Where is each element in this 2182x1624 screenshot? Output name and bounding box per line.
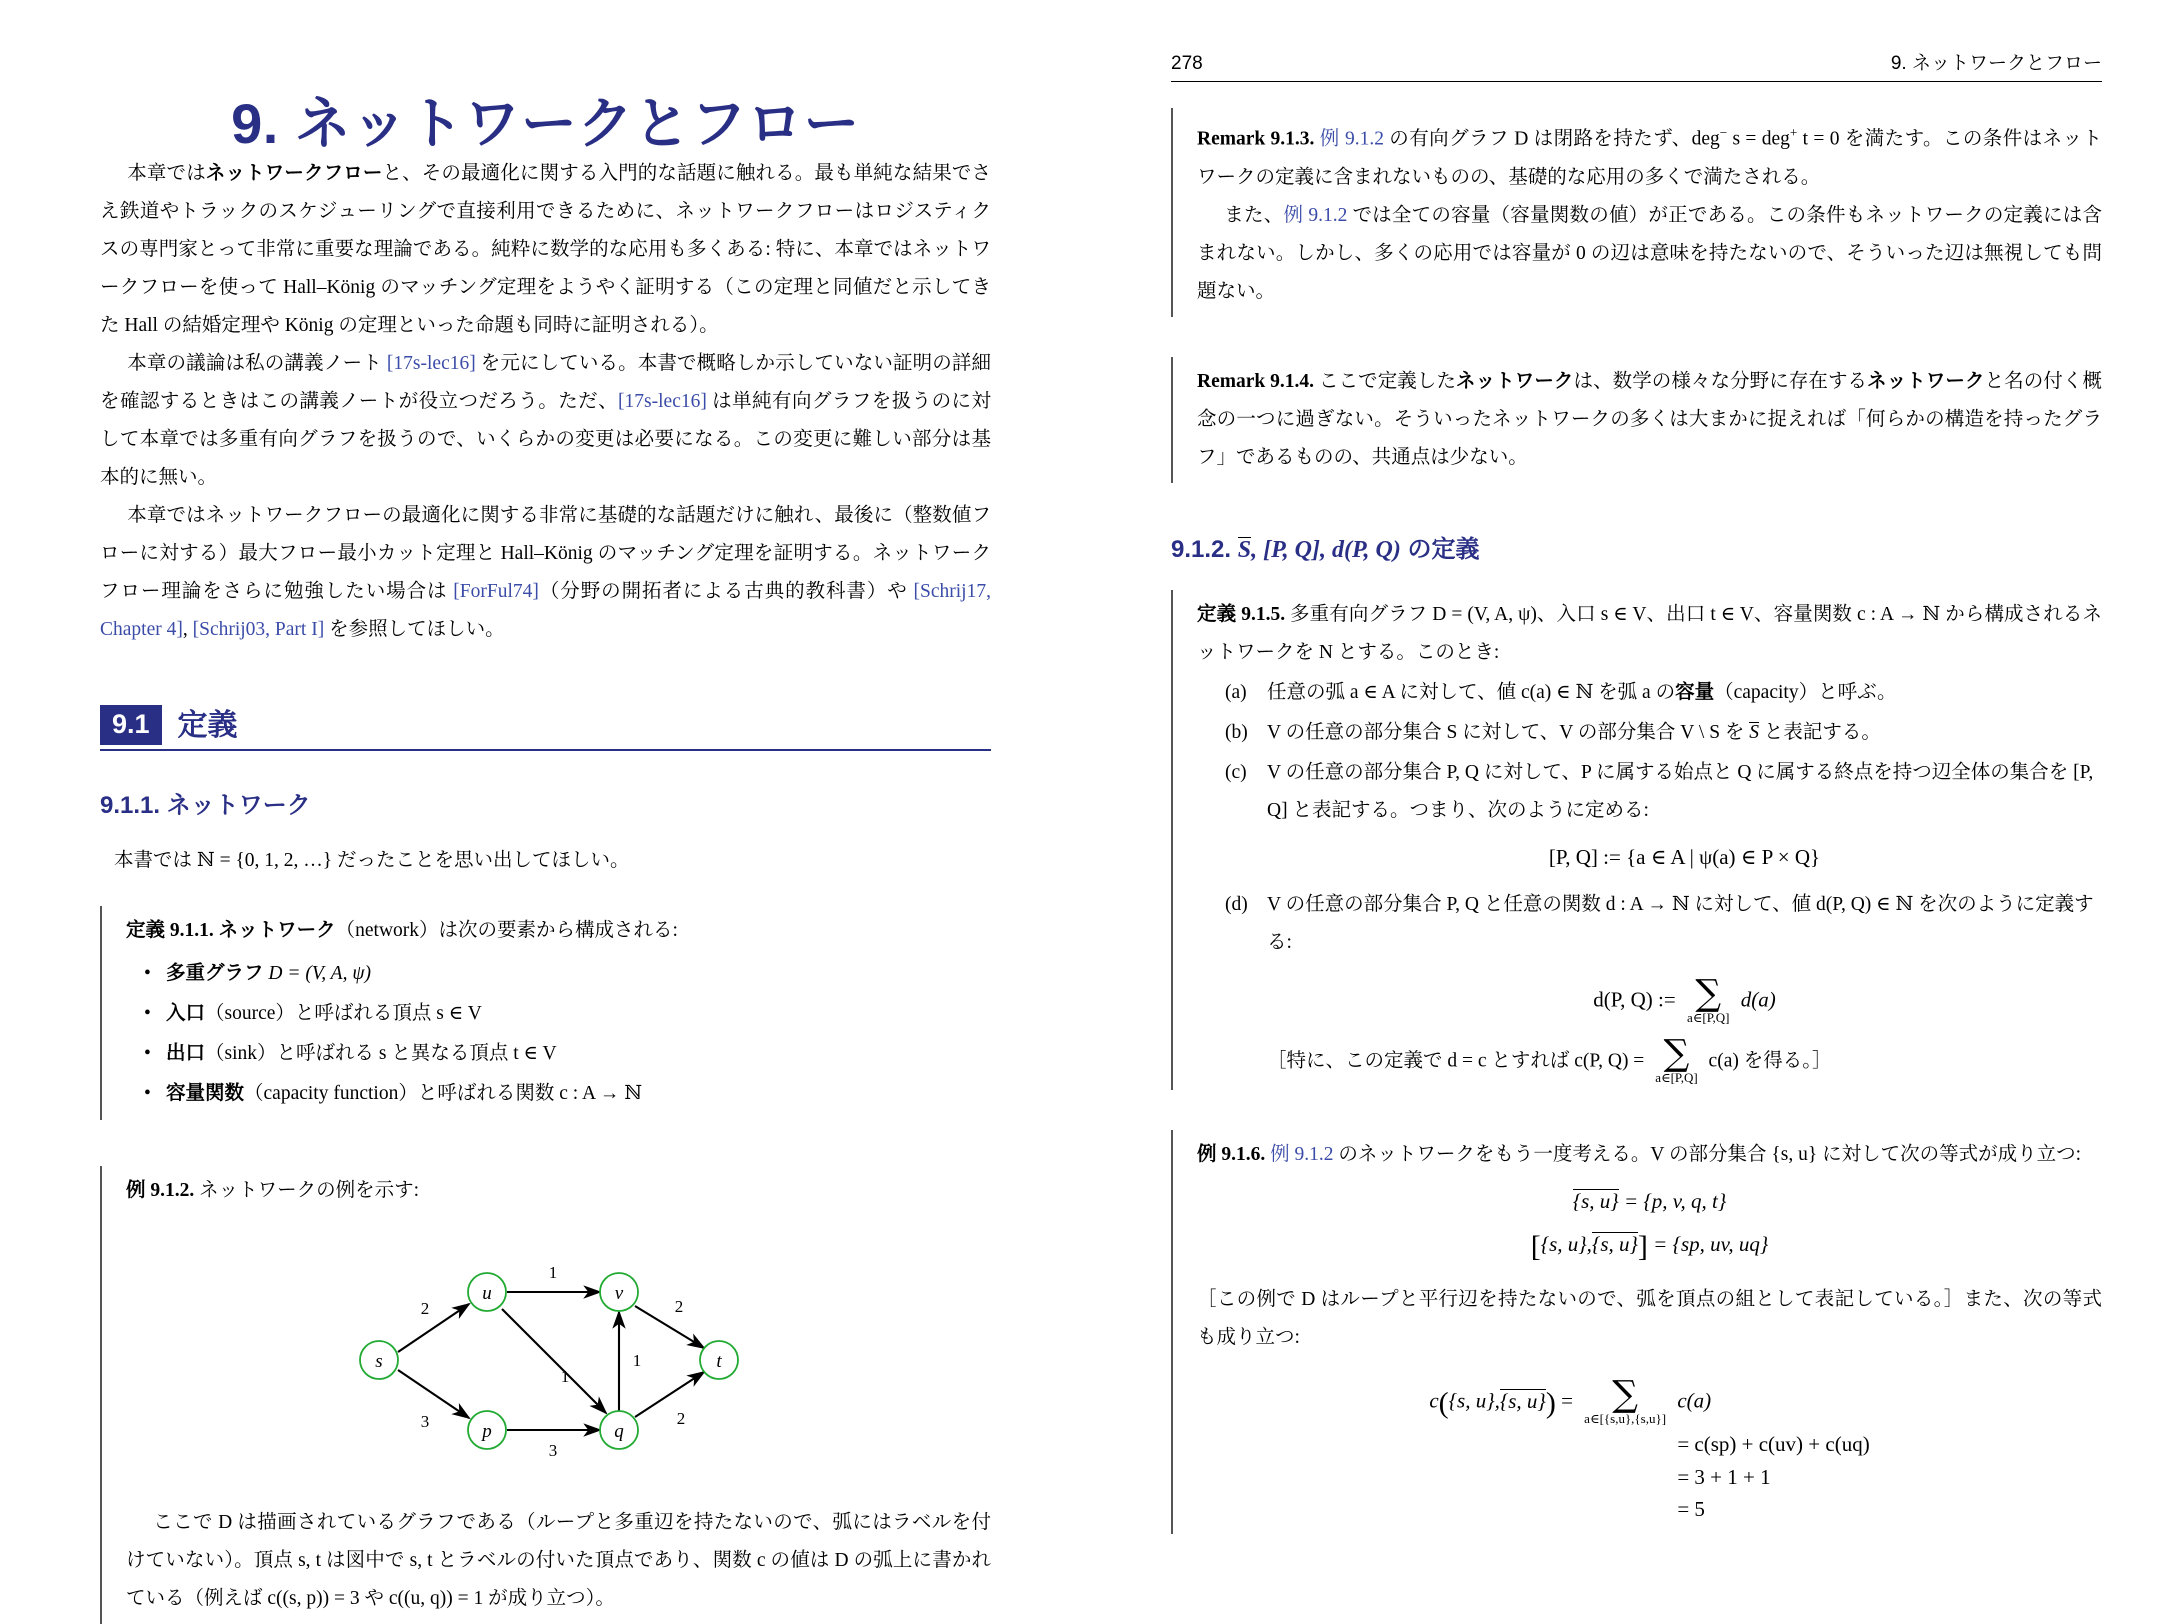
item-b-text-a: V の任意の部分集合 S に対して、V の部分集合 V \ S を [1267,721,1750,743]
running-title: 9. ネットワークとフロー [1890,53,2102,74]
item-marker-a: (a) [1225,681,1247,703]
item-marker-c: (c) [1225,761,1247,783]
list-item [166,994,991,1034]
recall-natural-numbers-line: 本書では ℕ = {0, 1, 2, …} だったことを思い出してほしい。 [114,849,630,871]
intro-p1-seg-a: 本章では [127,162,206,184]
item-marker-b: (b) [1225,721,1248,743]
left-page-column [0,0,1091,1609]
edge-q-t [635,1372,704,1417]
edge-capacity-u-v: 1 [548,1262,557,1282]
example-9-1-6-note: ［この例で D はループと平行辺を持たないので、弧を頂点の組として表記している。］また、次の等式も成り立つ: [1197,1289,2102,1349]
summation-subscript-note: a∈[P,Q] [1655,1069,1698,1085]
equation-complement-set [1197,1188,2102,1214]
intro-p1-bold-term: ネットワークフロー [205,162,383,184]
list-item [166,1074,991,1114]
definition-9-1-1-statement [126,912,991,950]
example-9-1-2-text: ネットワークの例を示す: [199,1179,420,1201]
summation-symbol-group [1686,973,1730,1025]
definition-9-1-5-label: 定義 9.1.5. [1197,603,1286,625]
remark-9-1-4-seg-b: は、数学の様々な分野に存在する [1573,370,1868,392]
cite-number: 9.1.2 [1344,128,1384,150]
citation-link-schrij17[interactable]: [Schrij17, Chapter 4] [100,580,991,640]
edge-capacity-q-v: 1 [632,1350,641,1370]
definition-9-1-1-lead-rest: （network）は次の要素から構成される: [335,919,678,941]
cut-rhs: = {sp, uv, uq} [1653,1231,1769,1256]
section-underline [100,749,991,751]
edge-u-q [502,1309,606,1413]
summation-subscript-capacity: a∈[{s,u},{s,u}] [1584,1411,1667,1427]
remark-9-1-4-statement [1197,363,2102,477]
remark-9-1-3-box [1171,108,2102,317]
remark-9-1-3-seg-a: の有向グラフ D は閉路を持たず、deg [1383,128,1720,150]
cut-lhs-a: {s, u}, [1540,1231,1592,1256]
item-a-text-a: 任意の弧 a ∈ A に対して、値 c(a) ∈ ℕ を弧 a の [1267,681,1676,703]
graph-node-label-v: v [614,1282,623,1304]
edge-s-u [398,1304,469,1352]
section-number-badge: 9.1 [100,705,162,745]
item-1-paren: （source） [205,1002,295,1024]
capacity-line-4: = 5 [1677,1496,1705,1521]
definition-9-1-1-items [126,954,991,1114]
remark-9-1-3-label: Remark 9.1.3. [1197,128,1315,150]
capacity-sum-body: c(a) [1677,1389,1712,1414]
note-seg-b: c(a) を得る。］ [1708,1050,1832,1072]
equation-d-pq-lhs: d(P, Q) := [1593,987,1676,1012]
definition-9-1-5-statement [1197,596,2102,672]
network-graph-figure [126,1236,991,1486]
cut-lhs-overline: {s, u} [1591,1231,1638,1256]
list-item [1225,886,2102,1084]
remark-9-1-4-box [1171,357,2102,483]
capacity-arg-a: {s, u}, [1448,1389,1500,1414]
section-title: 定義 [177,708,238,742]
right-bracket-icon: ] [1637,1229,1648,1263]
equation-d-pq-rhs: d(a) [1740,987,1776,1012]
definition-9-1-5-items [1197,674,2102,1084]
subsection-heading-9-1-1 [100,785,991,820]
equation-capacity-computation [1197,1375,2102,1522]
item-b-text-b: と表記する。 [1759,721,1881,743]
citation-link-17s-lec16-b[interactable]: [17s-lec16] [618,390,707,412]
item-a-text-b: （capacity）と呼ぶ。 [1714,681,1897,703]
capacity-line-3: = 3 + 1 + 1 [1677,1464,1771,1489]
item-d-text-a: V の任意の部分集合 P, Q と任意の関数 d : A → ℕ に対して、値 d(P, Q) ∈ ℕ を次のように定義する: [1267,894,2094,954]
citation-link-17s-lec16-a[interactable]: [17s-lec16] [386,352,476,374]
item-b-overline-s: S [1749,721,1760,743]
remark-9-1-4-label: Remark 9.1.4. [1197,370,1315,392]
remark-9-1-3-p2-seg-b: では全ての容量（容量関数の値）が正である。この条件もネットワークの定義には含まれない。しかし、多くの応用では容量が 0 の辺は意味を持たないので、そういった辺は無視しても問題ない。 [1197,204,2102,302]
item-1-rest: と呼ばれる頂点 s ∈ V [294,1002,482,1024]
edge-capacity-q-t: 2 [676,1408,685,1428]
intro-p3-seg-b: （分野の開拓者による古典的教科書）や [538,580,914,602]
sigma-icon: ∑ [1663,1032,1690,1074]
remark-9-1-3-para-1 [1197,114,2102,197]
item-3-bold: 容量関数 [166,1082,245,1104]
page-header-rule [1171,81,2102,82]
complement-overline-set: {s, u} [1572,1188,1619,1213]
chapter-title: 9. ネットワークとフロー [231,92,860,155]
graph-node-label-s: s [374,1350,383,1372]
subsection-9-1-2-number: 9.1.2. [1171,535,1232,563]
section-heading-9-1 [100,691,991,745]
item-3-rest: と呼ばれる関数 c : A → ℕ [417,1082,643,1104]
edge-s-p [398,1370,469,1418]
example-9-1-6-label: 例 9.1.6. [1197,1143,1266,1165]
intro-p2-seg-c: は単純有向グラフを扱うのに対して本章では多重有向グラフを扱うので、いくらかの変更は必要になる。この変更に難しい部分は基本的に無い。 [100,390,991,488]
intro-paragraph-2 [100,345,991,497]
item-2-rest: と呼ばれる s と異なる頂点 t ∈ V [276,1042,557,1064]
sigma-icon: ∑ [1612,1374,1638,1416]
right-page-column [1091,0,2182,1543]
citation-link-forful74[interactable]: [ForFul74] [453,580,539,602]
capacity-alignment-block [1429,1375,1869,1522]
page-header [1171,48,2102,75]
capacity-line-2: = c(sp) + c(uv) + c(uq) [1677,1432,1870,1457]
sigma-icon: ∑ [1695,973,1722,1015]
graph-node-label-q: q [613,1420,624,1442]
edge-capacity-v-t: 2 [674,1296,683,1316]
item-2-bold: 出口 [166,1042,206,1064]
item-c-text-a: V の任意の部分集合 P, Q に対して、P に属する始点と Q に属する終点を持つ辺全体の集合を [P, Q] と表記する。つまり、次のように定める: [1267,761,2094,821]
remark-9-1-3-seg-c: t = 0 を満たす。この条件はネットワークの定義に含まれないものの、基礎的な応用の多くで満たされる。 [1197,128,2102,188]
example-9-1-2-label: 例 9.1.2. [126,1179,195,1201]
capacity-line-1 [1429,1374,1869,1427]
subsection-heading-9-1-2 [1171,529,2102,564]
capacity-arg-overline: {s, u} [1499,1389,1546,1414]
intro-p2-seg-a: 本章の議論は私の講義ノート [127,352,387,374]
summation-symbol-group-capacity [1584,1374,1667,1427]
capacity-equals: = [1561,1389,1573,1414]
item-a-bold: 容量 [1675,681,1715,703]
remark-9-1-4-seg-a: ここで定義した [1314,370,1457,392]
remark-9-1-3-p2-seg-a: また、 [1224,204,1284,226]
item-3-paren: （capacity function） [244,1082,418,1104]
list-item [1225,754,2102,870]
edge-capacity-s-p: 3 [420,1411,429,1431]
example-9-1-6-box [1171,1130,2102,1534]
graph-node-label-t: t [715,1350,722,1372]
subsection-9-1-2-math-2: , [P, Q], d(P, Q) [1251,536,1401,563]
edge-capacity-s-u: 2 [420,1298,429,1318]
citation-link-example-9-1-2-b[interactable]: 例 9.1.2 [1283,204,1348,226]
summation-symbol-group-note [1655,1032,1698,1085]
complement-rhs: = {p, v, q, t} [1623,1188,1727,1213]
definition-9-1-5-box [1171,590,2102,1090]
subsection-number: 9.1.1. [100,791,161,819]
item-1-bold: 入口 [166,1002,206,1024]
cite-prefix: 例 [1319,128,1340,150]
intro-p1-seg-c: と、その最適化に関する入門的な話題に触れる。最も単純な結果でさえ鉄道やトラックのスケジューリングで直接利用できるために、ネットワークフローはロジスティクスの専門家とって非常に重要な理論である。純粋に数学的な応用も多くある: 特に、本章ではネットワークフローを使って Hall–König のマッチング定理をようやく証明する（この定理と同値だと示してきた Hall の結婚定理や König の定理といった命題も同時に証明される）。 [100,162,991,336]
deg-plus-superscript: + [1789,125,1798,141]
left-paren-icon: ( [1438,1387,1449,1421]
example-9-1-2-box [100,1166,991,1624]
page-number: 278 [1171,53,1203,74]
intro-p2-seg-b: を元にしている。本書で概略しか示していない証明の詳細を確認するときはこの講義ノートが役立つだろう。ただ、 [100,352,991,412]
definition-9-1-1-box [100,906,991,1120]
equation-pq-definition: [P, Q] := {a ∈ A | ψ(a) ∈ P × Q} [1548,844,1821,869]
capacity-c-symbol: c [1429,1389,1439,1414]
example-9-1-2-caption: ここで D は描画されているグラフである（ループと多重辺を持たないので、弧にはラベルを付けていない）。頂点 s, t は図中で s, t とラベルの付いた頂点であり、関数 c の値は D の弧上に書かれている（例えば c((s, p)) = 3 や c((u, q)) = 1 が成り立つ）。 [126,1511,991,1609]
remark-9-1-3-para-2 [1197,197,2102,311]
right-paren-icon: ) [1545,1387,1556,1421]
remark-9-1-4-bold-2: ネットワーク [1867,370,1985,392]
remark-9-1-4-seg-c: と名の付く概念の一つに過ぎない。そういったネットワークの多くは大まかに捉えれば「何らかの構造を持ったグラフ」であるものの、共通点は少ない。 [1197,370,2102,468]
item-0-math: D = (V, A, ψ) [268,962,371,984]
definition-9-1-1-label: 定義 9.1.1. [126,919,214,941]
network-graph-svg [299,1236,819,1472]
graph-edges [398,1292,704,1430]
subsection-9-1-2-rest: の定義 [1400,535,1480,563]
definition-9-1-5-d-note [1267,1032,2102,1085]
item-2-paren: （sink） [205,1042,277,1064]
intro-p3-seg-d: を参照してほしい。 [324,618,505,640]
intro-p3-seg-a: 本章ではネットワークフローの最適化に関する非常に基礎的な話題だけに触れ、最後に（整数値フローに対する）最大フロー最小カット定理と Hall–König のマッチング定理を証明する。ネットワークフロー理論をさらに勉強したい場合は [100,504,991,602]
definition-9-1-1-term: ネットワーク [218,919,336,941]
definition-9-1-5-lead: 多重有向グラフ D = (V, A, ψ)、入口 s ∈ V、出口 t ∈ V、容量関数 c : A → ℕ から構成されるネットワークを N とする。このとき: [1197,603,2102,663]
list-item [1225,714,2102,752]
deg-minus-superscript: − [1719,125,1728,141]
intro-paragraph-3 [100,497,991,649]
remark-9-1-4-bold-1: ネットワーク [1456,370,1574,392]
graph-node-label-p: p [481,1420,492,1442]
edge-v-t [635,1306,704,1348]
equation-cut-arcs [1197,1228,2102,1266]
list-item [166,954,991,994]
item-marker-d: (d) [1225,894,1248,916]
example-9-1-2-statement [126,1172,991,1210]
left-bracket-icon: [ [1530,1229,1541,1263]
s-bar-math: S [1237,536,1252,563]
intro-p3-seg-c: , [182,618,193,640]
summation-subscript: a∈[P,Q] [1686,1009,1730,1025]
graph-node-label-u: u [481,1282,492,1304]
note-seg-a: ［特に、この定義で d = c とすれば c(P, Q) = [1267,1050,1645,1072]
list-item [166,1034,991,1074]
example-9-1-6-statement [1197,1136,2102,1174]
citation-link-schrij03[interactable]: [Schrij03, Part I] [192,618,325,640]
edge-capacity-p-q: 3 [548,1440,557,1460]
subsection-title: ネットワーク [166,791,311,819]
citation-link-example-9-1-2-c[interactable]: 例 9.1.2 [1270,1143,1334,1165]
list-item [1225,674,2102,712]
remark-9-1-3-seg-b: s = deg [1727,128,1790,150]
item-0-bold: 多重グラフ [166,962,269,984]
equation-d-pq-definition [1267,973,2102,1025]
citation-link-example-9-1-2-a[interactable] [1320,129,1384,150]
edge-capacity-u-q: 1 [560,1366,569,1386]
example-9-1-6-lead: のネットワークをもう一度考える。V の部分集合 {s, u} に対して次の等式が成り立つ: [1333,1143,2081,1165]
intro-paragraph-1 [100,155,991,345]
